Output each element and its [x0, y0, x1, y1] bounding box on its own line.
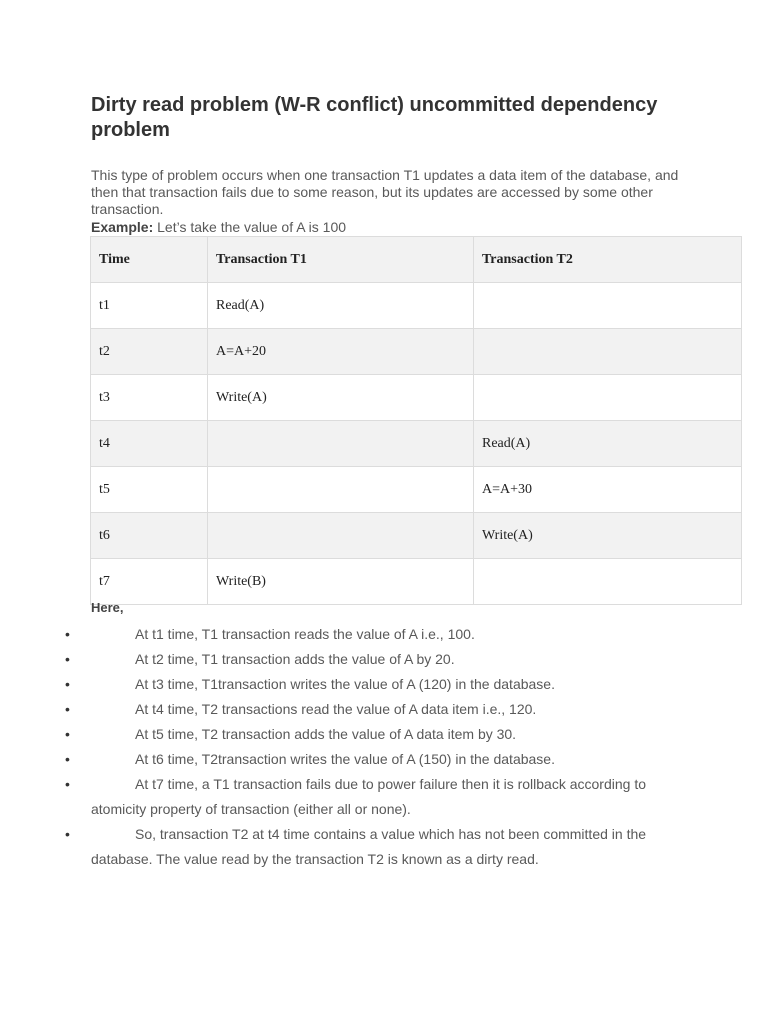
- bullet-icon: •: [65, 751, 70, 767]
- table-row: [91, 375, 742, 421]
- list-item: [65, 647, 681, 672]
- cell-t2: Read(A): [474, 421, 742, 467]
- header-transaction-t2: Transaction T2: [474, 237, 742, 283]
- table-row: [91, 467, 742, 513]
- cell-t2: [474, 283, 742, 329]
- list-item: [65, 747, 681, 772]
- list-item-text: So, transaction T2 at t4 time contains a value which has not been committed in the database. The value read by the transaction T2 is known as a dirty read.: [91, 826, 647, 867]
- list-item: [65, 822, 681, 872]
- page-title: Dirty read problem (W-R conflict) uncommitted dependency problem: [91, 94, 658, 141]
- table-header-row: [91, 237, 742, 283]
- bullet-icon: •: [65, 676, 70, 692]
- example-label: Example:: [91, 219, 154, 235]
- header-time: Time: [91, 237, 208, 283]
- list-item: [65, 622, 681, 647]
- cell-time: t1: [91, 283, 208, 329]
- header-transaction-t1: Transaction T1: [208, 237, 474, 283]
- list-item-text: At t2 time, T1 transaction adds the value of A by 20.: [135, 651, 455, 667]
- example-text: Let’s take the value of A is 100: [153, 219, 347, 235]
- list-item-text: At t4 time, T2 transactions read the value of A data item i.e., 120.: [135, 701, 537, 717]
- cell-t2: Write(A): [474, 513, 742, 559]
- cell-t1: Write(B): [208, 559, 474, 605]
- cell-time: t3: [91, 375, 208, 421]
- cell-t1: Read(A): [208, 283, 474, 329]
- list-item: [65, 672, 681, 697]
- cell-time: t5: [91, 467, 208, 513]
- list-item-text: At t7 time, a T1 transaction fails due to power failure then it is rollback according to atomicity property of transaction (either all or none).: [91, 776, 646, 817]
- list-item: [65, 697, 681, 722]
- bullet-icon: •: [65, 701, 70, 717]
- cell-t1: Write(A): [208, 375, 474, 421]
- cell-t1: [208, 421, 474, 467]
- list-item-text: At t3 time, T1transaction writes the value of A (120) in the database.: [135, 676, 555, 692]
- bullet-icon: •: [65, 776, 70, 792]
- list-item: [65, 722, 681, 747]
- cell-t1: [208, 513, 474, 559]
- cell-t2: [474, 329, 742, 375]
- cell-time: t6: [91, 513, 208, 559]
- intro-paragraph: This type of problem occurs when one transaction T1 updates a data item of the database, and then that transaction fails due to some reason, but its updates are accessed by some other transaction.: [91, 167, 679, 217]
- list-item-text: At t5 time, T2 transaction adds the value of A data item by 30.: [135, 726, 517, 742]
- table-row: [91, 421, 742, 467]
- cell-t1: [208, 467, 474, 513]
- explanation-list: [65, 622, 681, 872]
- bullet-icon: •: [65, 726, 70, 742]
- bullet-icon: •: [65, 826, 70, 842]
- table-row: [91, 283, 742, 329]
- cell-time: t7: [91, 559, 208, 605]
- table-row: [91, 329, 742, 375]
- table-row: [91, 559, 742, 605]
- transaction-table: [90, 236, 742, 605]
- cell-time: t2: [91, 329, 208, 375]
- list-item: [65, 772, 681, 822]
- here-label: Here,: [91, 600, 124, 615]
- cell-t1: A=A+20: [208, 329, 474, 375]
- bullet-icon: •: [65, 626, 70, 642]
- cell-t2: [474, 375, 742, 421]
- table-row: [91, 513, 742, 559]
- cell-t2: [474, 559, 742, 605]
- cell-time: t4: [91, 421, 208, 467]
- example-line: [91, 219, 346, 236]
- cell-t2: A=A+30: [474, 467, 742, 513]
- list-item-text: At t1 time, T1 transaction reads the value of A i.e., 100.: [135, 626, 475, 642]
- list-item-text: At t6 time, T2transaction writes the value of A (150) in the database.: [135, 751, 555, 767]
- bullet-icon: •: [65, 651, 70, 667]
